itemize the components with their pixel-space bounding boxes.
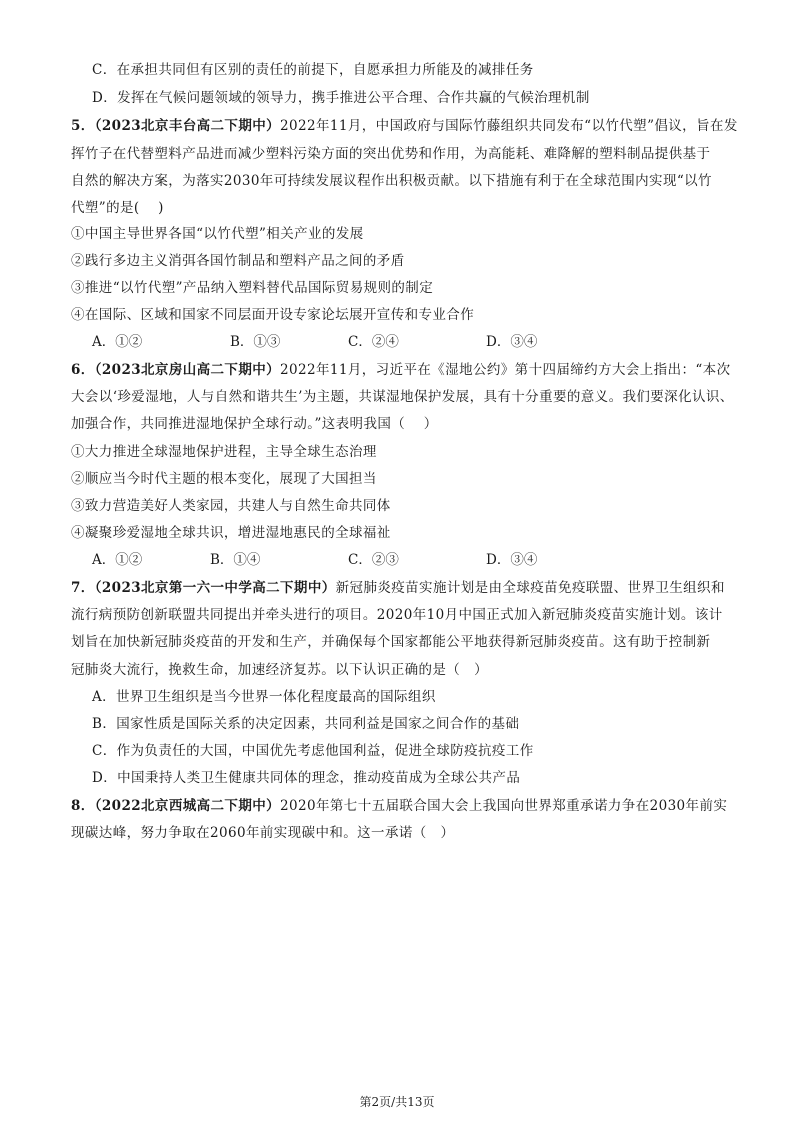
q6-stem-text: 2022年11月，习近平在《湿地公约》第十四届缔约方大会上指出：“本次 xyxy=(280,362,731,378)
q7-option-c: C．作为负责任的大国，中国优先考虑他国利益，促进全球防疫抗疫工作 xyxy=(92,743,534,759)
q6-statement-2: ②顺应当今时代主题的根本变化，展现了大国担当 xyxy=(71,471,377,487)
q5-statement-3: ③推进“以竹代塑”产品纳入塑料替代品国际贸易规则的制定 xyxy=(71,280,434,296)
q7-stem-line-1 xyxy=(71,578,731,598)
q5-source: （2023北京丰台高二下期中） xyxy=(94,118,281,134)
q5-stem-line-1 xyxy=(71,116,738,136)
q8-stem-text: 2020年第七十五届联合国大会上我国向世界郑重承诺力争在2030年前实 xyxy=(280,798,728,814)
q6-statement-1: ①大力推进全球湿地保护进程，主导全球生态治理 xyxy=(71,444,377,460)
q5-option-b: B．①③ xyxy=(230,334,281,350)
q6-number: 6． xyxy=(71,362,95,378)
q5-statement-1: ①中国主导世界各国“以竹代塑”相关产业的发展 xyxy=(71,226,364,242)
q5-stem-line-2: 挥竹子在代替塑料产品进而减少塑料污染方面的突出优势和作用，为高能耗、难降解的塑料制品提供基于 xyxy=(71,146,711,162)
q4-option-c: C．在承担共同但有区别的责任的前提下，自愿承担力所能及的减排任务 xyxy=(92,62,534,78)
q7-option-a: A．世界卫生组织是当今世界一体化程度最高的国际组织 xyxy=(92,689,436,705)
q6-source: （2023北京房山高二下期中） xyxy=(94,362,281,378)
q5-statement-2: ②践行多边主义消弭各国竹制品和塑料产品之间的矛盾 xyxy=(71,253,405,269)
q7-option-d: D．中国秉持人类卫生健康共同体的理念，推动疫苗成为全球公共产品 xyxy=(92,770,521,786)
q8-stem-line-1 xyxy=(71,796,731,816)
q6-option-d: D．③④ xyxy=(486,552,538,568)
q6-stem-line-3: 加强合作，共同推进湿地保护全球行动。”这表明我国（ ） xyxy=(71,416,438,432)
q8-stem-line-2: 现碳达峰，努力争取在2060年前实现碳中和。这一承诺（ ） xyxy=(71,825,455,841)
q5-option-d: D．③④ xyxy=(486,334,538,350)
q5-stem-text: 2022年11月，中国政府与国际竹藤组织共同发布“以竹代塑”倡议，旨在发 xyxy=(280,118,738,134)
q7-stem-line-4: 冠肺炎大流行，挽救生命，加速经济复苏。以下认识正确的是（ ） xyxy=(71,662,488,678)
page-number: 第2页/共13页 xyxy=(359,1095,435,1109)
q5-stem-line-4: 代塑”的是( ) xyxy=(71,200,164,216)
q7-stem-line-3: 划旨在加快新冠肺炎疫苗的开发和生产，并确保每个国家都能公平地获得新冠肺炎疫苗。这有助于控制新 xyxy=(71,634,711,650)
q7-source: （2023北京第一六一中学高二下期中） xyxy=(94,580,336,596)
q8-number: 8． xyxy=(71,798,95,814)
q5-stem-line-3: 自然的解决方案，为落实2030年可持续发展议程作出积极贡献。以下措施有利于在全球范围内实现“以竹 xyxy=(71,173,712,189)
q7-option-b: B．国家性质是国际关系的决定因素，共同利益是国家之间合作的基础 xyxy=(92,716,520,732)
q7-stem-text: 新冠肺炎疫苗实施计划是由全球疫苗免疫联盟、世界卫生组织和 xyxy=(335,580,725,596)
q7-stem-line-2: 流行病预防创新联盟共同提出并牵头进行的项目。2020年10月中国正式加入新冠肺炎疫苗实施计划。该计 xyxy=(71,607,723,623)
q6-statement-3: ③致力营造美好人类家园，共建人与自然生命共同体 xyxy=(71,498,391,514)
q5-number: 5． xyxy=(71,118,95,134)
q6-stem-line-2: 大会以‘珍爱湿地，人与自然和谐共生’为主题，共谋湿地保护发展，具有十分重要的意义。我们要深化认识、 xyxy=(71,389,734,405)
q6-option-b: B．①④ xyxy=(210,552,261,568)
q5-option-c: C．②④ xyxy=(348,334,399,350)
q7-number: 7． xyxy=(71,580,95,596)
q6-stem-line-1 xyxy=(71,360,731,380)
q6-option-a: A．①② xyxy=(92,552,143,568)
q4-option-d: D．发挥在气候问题领域的领导力，携手推进公平合理、合作共赢的气候治理机制 xyxy=(92,90,590,106)
q5-option-a: A．①② xyxy=(92,334,143,350)
q6-statement-4: ④凝聚珍爱湿地全球共识，增进湿地惠民的全球福祉 xyxy=(71,525,391,541)
q8-source: （2022北京西城高二下期中） xyxy=(94,798,281,814)
q5-statement-4: ④在国际、区域和国家不同层面开设专家论坛展开宣传和专业合作 xyxy=(71,307,475,323)
q6-option-c: C．②③ xyxy=(348,552,399,568)
